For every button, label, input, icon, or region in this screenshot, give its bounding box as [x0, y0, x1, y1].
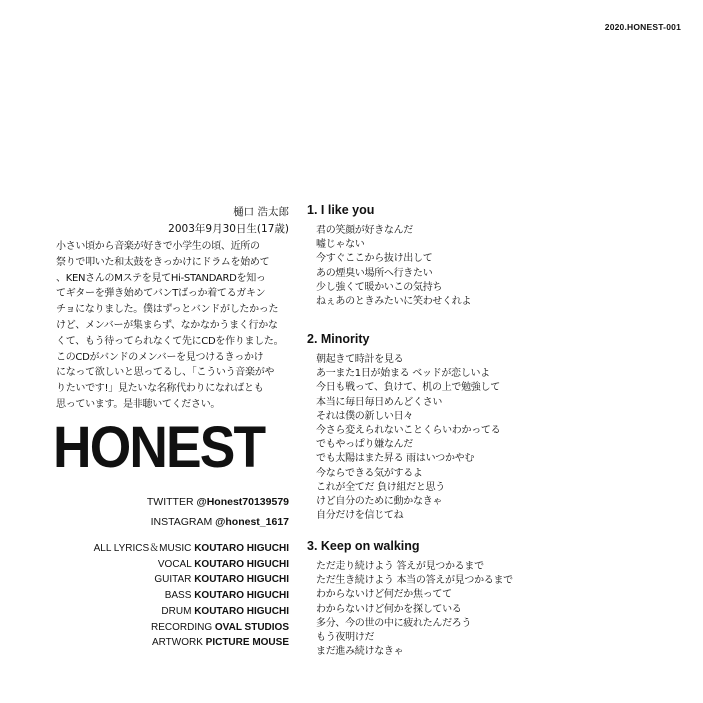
song: [307, 329, 500, 523]
bio-line: てギターを弾き始めてバンTばっか着てるガキン: [56, 288, 266, 300]
song: [307, 200, 471, 309]
author-name: 樋口 浩太郎: [233, 206, 289, 218]
lyric-line: けど自分のために動かなきゃ: [316, 496, 443, 508]
social-links: [147, 492, 289, 532]
lyric-line: 今日も戦って、負けて、机の上で勉強して: [316, 382, 500, 394]
lyric-line: ねぇあのときみたいに笑わせくれよ: [316, 296, 472, 308]
bio-line: チョになりました。僕はずっとバンドがしたかった: [56, 304, 279, 316]
credit-row: [94, 557, 289, 573]
bio-line: 小さい頃から音楽が好きで小学生の頃、近所の: [56, 241, 260, 252]
lyric-line: まだ進み続けなきゃ: [316, 646, 404, 658]
twitter-handle: @Honest70139579: [196, 496, 289, 508]
lyric-line: でも太陽はまた昇る 雨はいつかやむ: [316, 453, 475, 465]
lyric-line: 今ならできる気がするよ: [316, 467, 423, 479]
bio-line: 祭りで叩いた和太鼓をきっかけにドラムを始めて: [56, 256, 270, 268]
bio-line: くて、もう待ってられなくて先にCDを作りました。: [56, 335, 284, 347]
lyric-line: もう夜明けだ: [316, 632, 375, 644]
credit-row: [94, 541, 289, 557]
credit-role: ALL LYRICS＆MUSIC: [93, 543, 192, 554]
credit-name: KOUTARO HIGUCHI: [194, 590, 289, 602]
credit-row: [94, 604, 289, 620]
credit-row: [94, 620, 289, 636]
credit-role: GUITAR: [154, 574, 192, 586]
lyric-line: あ一また1日が始まる ベッドが恋しいよ: [316, 368, 490, 380]
song-title: 1. I like you: [307, 203, 375, 217]
author-birth: 2003年9月30日生(17歳): [168, 223, 289, 235]
credit-role: RECORDING: [151, 621, 213, 633]
bio-line: りたいです!」見たいな名称代わりになればとも: [56, 383, 264, 395]
lyric-line: 本当に毎日毎日めんどくさい: [316, 396, 443, 408]
song: [307, 536, 513, 659]
lyric-line: 多分、今の世の中に疲れたんだろう: [316, 617, 472, 629]
credit-name: OVAL STUDIOS: [214, 621, 289, 633]
credit-name: KOUTARO HIGUCHI: [194, 543, 289, 554]
lyric-line: 今すぐここから抜け出して: [316, 253, 433, 265]
lyric-line: それは僕の新しい日々: [316, 410, 413, 422]
lyric-line: 今さら変えられないことくらいわかってる: [316, 425, 501, 437]
credit-role: BASS: [164, 590, 192, 602]
lyric-line: 自分だけを信じてね: [316, 510, 404, 522]
bio-line: けど、メンバーが集まらず、なかなかうまく行かな: [56, 319, 278, 331]
bio-line: になって欲しいと思ってるし、「こういう音楽がや: [56, 367, 275, 379]
instagram-handle: @honest_1617: [215, 516, 289, 528]
song-title: 2. Minority: [307, 332, 370, 346]
credit-name: KOUTARO HIGUCHI: [194, 574, 289, 586]
band-logo: HONEST: [53, 415, 265, 480]
credit-name: KOUTARO HIGUCHI: [194, 605, 289, 617]
bio-line: このCDがバンドのメンバーを見つけるきっかけ: [56, 351, 264, 363]
lyric-line: 少し強くて暖かいこの気持ち: [316, 281, 443, 293]
credits-list: [94, 541, 289, 651]
lyric-line: 嘘じゃない: [316, 239, 365, 251]
twitter-label: TWITTER: [146, 496, 194, 508]
bio-line: 、KENさんのMステを見てHi-STANDARDを知っ: [56, 272, 266, 284]
lyric-line: ただ生き続けよう 本当の答えが見つかるまで: [316, 575, 513, 587]
lyric-line: わからないけど何だか焦ってて: [316, 589, 452, 601]
lyric-line: ただ走り続けよう 答えが見つかるまで: [316, 561, 484, 572]
bio-line: 思っています。是非聴いてください。: [56, 398, 221, 410]
lyric-line: 朝起きて時計を見る: [316, 354, 404, 365]
lyric-line: これが全てだ 負け組だと思う: [316, 481, 445, 493]
credit-name: KOUTARO HIGUCHI: [194, 558, 289, 570]
instagram-row: [147, 512, 289, 532]
catalog-number: 2020.HONEST-001: [604, 22, 681, 32]
credit-role: VOCAL: [157, 558, 192, 570]
credit-role: DRUM: [161, 605, 192, 617]
credit-row: [94, 588, 289, 604]
instagram-label: INSTAGRAM: [150, 516, 213, 528]
lyric-line: わからないけど何かを探している: [316, 603, 462, 615]
song-title: 3. Keep on walking: [307, 539, 420, 553]
lyric-line: あの煙臭い場所へ行きたい: [316, 267, 433, 279]
lyric-line: 君の笑顔が好きなんだ: [316, 225, 413, 236]
credit-role: ARTWORK: [151, 637, 203, 649]
twitter-row: [147, 492, 289, 512]
bio-text: [56, 239, 294, 413]
credit-row: [94, 572, 289, 588]
author-block: [168, 204, 289, 238]
lyric-line: でもやっぱり嫌なんだ: [316, 439, 413, 451]
credit-row: [94, 635, 289, 651]
credit-name: PICTURE MOUSE: [205, 637, 289, 649]
